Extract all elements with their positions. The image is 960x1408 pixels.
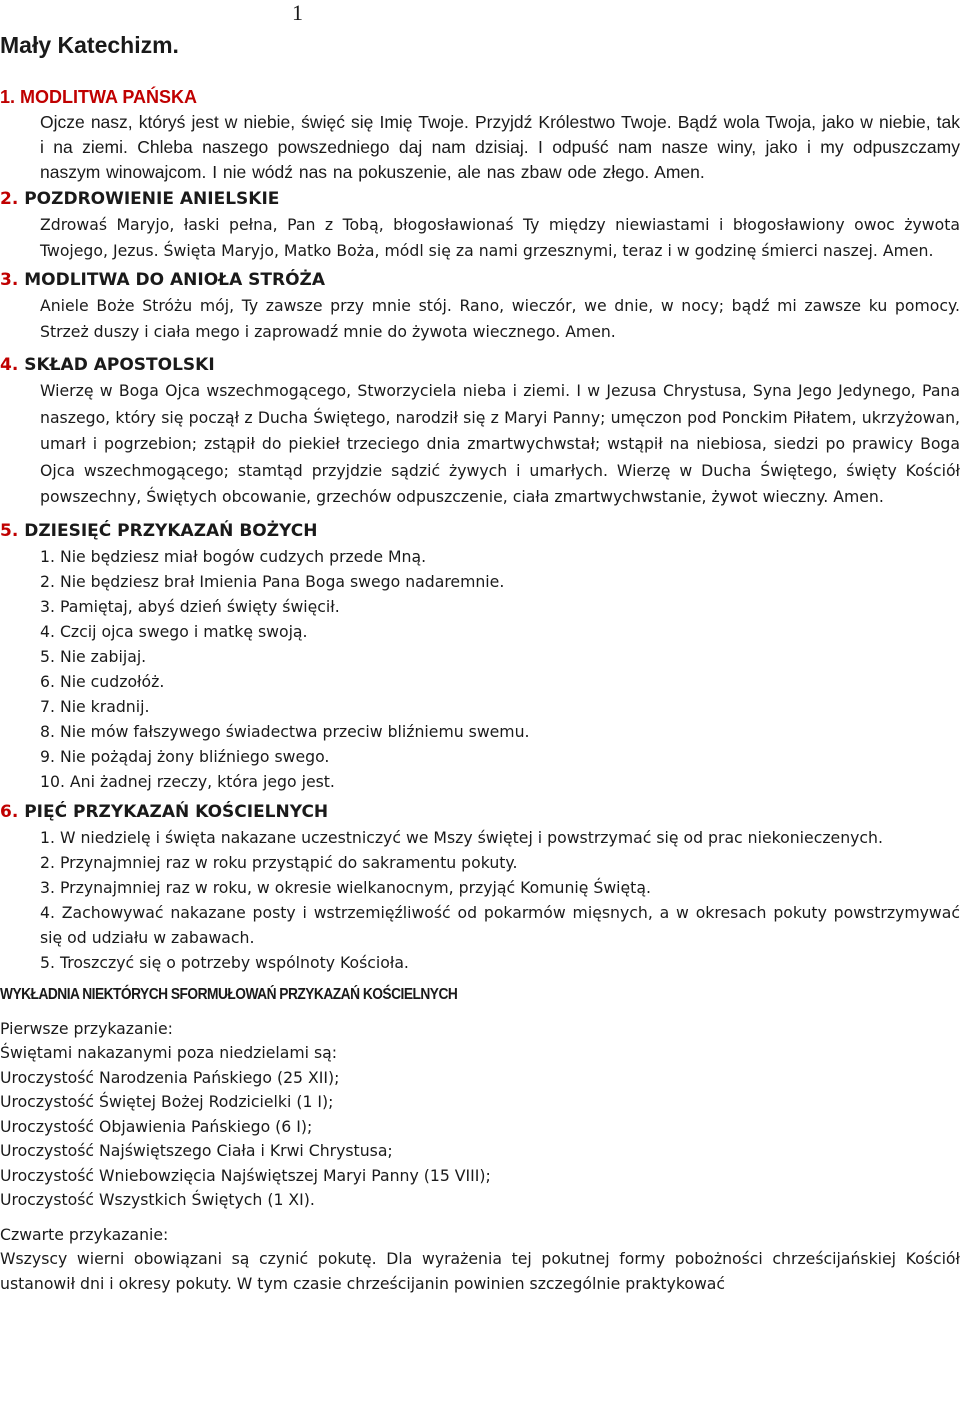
list-item: 4. Czcij ojca swego i matkę swoją.	[40, 621, 308, 641]
fourth-precept-text: Wszyscy wierni obowiązani są czynić pokutę. Dla wyrażenia tej pokutnej formy pobożności chrześcijańskiej Kościół ustanowił dni i okresy pokuty. W tym czasie chrześcijanin powinien szczególnie praktykować	[0, 1249, 960, 1293]
list-item: 3. Pamiętaj, abyś dzień święty święcił.	[40, 596, 340, 616]
section-heading: 6. PIĘĆ PRZYKAZAŃ KOŚCIELNYCH	[0, 801, 329, 822]
prayer-text: Wierzę w Boga Ojca wszechmogącego, Stworzyciela nieba i ziemi. I w Jezusa Chrystusa, Syna Jego Jedynego, Pana naszego, który się począł z Ducha Świętego, narodził się z Maryi Panny; umęczon pod Ponckim Piłatem, ukrzyżowan, umarł i pogrzebion; zstąpił do piekieł trzeciego dnia zmartwychwstał; wstąpił na niebiosa, siedzi po prawicy Boga Ojca wszechmogącego; stamtąd przyjdzie sądzić żywych i umarłych. Wierzę w Ducha Świętego, święty Kościół powszechny, Świętych obcowanie, grzechów odpuszczenie, ciała zmartwychwstanie, żywot wieczny. Amen.	[40, 381, 960, 506]
interpretation-heading: WYKŁADNIA NIEKTÓRYCH SFORMUŁOWAŃ PRZYKAZAŃ KOŚCIELNYCH	[0, 985, 458, 1003]
list-item: 2. Nie będziesz brał Imienia Pana Boga swego nadaremnie.	[40, 571, 505, 591]
first-precept-line: Uroczystość Objawienia Pańskiego (6 I);	[0, 1116, 313, 1136]
prayer-text: Ojcze nasz, któryś jest w niebie, święć się Imię Twoje. Przyjdź Królestwo Twoje. Bądź wola Twoja, jako w niebie, tak i na ziemi. Chleba naszego powszedniego daj nam dzisiaj. I odpuść nam nasze winy, jako i my odpuszczamy naszym winowajcom. I nie wódź nas na pokuszenie, ale nas zbaw ode złego. Amen.	[40, 112, 960, 182]
list-item: 9. Nie pożądaj żony bliźniego swego.	[40, 746, 330, 766]
fourth-precept-label: Czwarte przykazanie:	[0, 1224, 169, 1244]
prayer-text: Aniele Boże Stróżu mój, Ty zawsze przy mnie stój. Rano, wieczór, we dnie, w nocy; bądź mi zawsze ku pomocy. Strzeż duszy i ciała mego i zaprowadź mnie do żywota wiecznego. Amen.	[40, 296, 960, 341]
list-item: 4. Zachowywać nakazane posty i wstrzemięźliwość od pokarmów mięsnych, a w okresach pokuty powstrzymywać się od udziału w zabawach.	[40, 902, 960, 947]
document-body	[0, 85, 960, 1296]
list-item: 1. W niedzielę i święta nakazane uczestniczyć we Mszy świętej i powstrzymać się od prac niekonieczenych.	[40, 827, 883, 847]
commandments-list	[40, 544, 960, 794]
list-item: 2. Przynajmniej raz w roku przystąpić do sakramentu pokuty.	[40, 852, 518, 872]
section-church-precepts	[0, 800, 960, 975]
list-item: 3. Przynajmniej raz w roku, w okresie wielkanocnym, przyjąć Komunię Świętą.	[40, 877, 651, 897]
section-heading: 1. MODLITWA PAŃSKA	[0, 87, 198, 107]
section-apostles-creed	[0, 353, 960, 511]
first-precept-block	[0, 1017, 960, 1213]
section-heading: 3. MODLITWA DO ANIOŁA STRÓŻA	[0, 270, 326, 290]
first-precept-label: Pierwsze przykazanie:	[0, 1018, 173, 1038]
section-heading: 4. SKŁAD APOSTOLSKI	[0, 355, 215, 375]
section-ten-commandments	[0, 519, 960, 794]
page-number: 1	[292, 0, 303, 25]
precepts-list	[40, 825, 960, 975]
section-guardian-angel	[0, 268, 960, 345]
list-item: 1. Nie będziesz miał bogów cudzych przede Mną.	[40, 546, 427, 566]
prayer-text: Zdrowaś Maryjo, łaski pełna, Pan z Tobą, błogosławionaś Ty między niewiastami i błogosławiony owoc żywota Twojego, Jezus. Święta Maryjo, Matko Boża, módl się za nami grzesznymi, teraz i w godzinę śmierci naszej. Amen.	[40, 215, 960, 260]
list-item: 5. Troszczyć się o potrzeby wspólnoty Kościoła.	[40, 952, 409, 972]
fourth-precept-block	[0, 1223, 960, 1297]
list-item: 7. Nie kradnij.	[40, 696, 150, 716]
list-item: 5. Nie zabijaj.	[40, 646, 147, 666]
first-precept-line: Uroczystość Narodzenia Pańskiego (25 XII);	[0, 1067, 340, 1087]
section-heading: 2. POZDROWIENIE ANIELSKIE	[0, 189, 280, 209]
section-our-father	[0, 85, 960, 185]
document-title: Mały Katechizm.	[0, 32, 179, 58]
first-precept-line: Świętami nakazanymi poza niedzielami są:	[0, 1043, 338, 1062]
list-item: 6. Nie cudzołóż.	[40, 671, 165, 691]
first-precept-line: Uroczystość Wniebowzięcia Najświętszej Maryi Panny (15 VIII);	[0, 1165, 491, 1185]
first-precept-line: Uroczystość Świętej Bożej Rodzicielki (1 I);	[0, 1092, 334, 1111]
first-precept-line: Uroczystość Wszystkich Świętych (1 XI).	[0, 1190, 315, 1209]
section-hail-mary	[0, 187, 960, 264]
section-heading: 5. DZIESIĘĆ PRZYKAZAŃ BOŻYCH	[0, 520, 318, 541]
first-precept-line: Uroczystość Najświętszego Ciała i Krwi Chrystusa;	[0, 1141, 393, 1160]
list-item: 8. Nie mów fałszywego świadectwa przeciw bliźniemu swemu.	[40, 721, 530, 741]
list-item: 10. Ani żadnej rzeczy, która jego jest.	[40, 771, 335, 791]
